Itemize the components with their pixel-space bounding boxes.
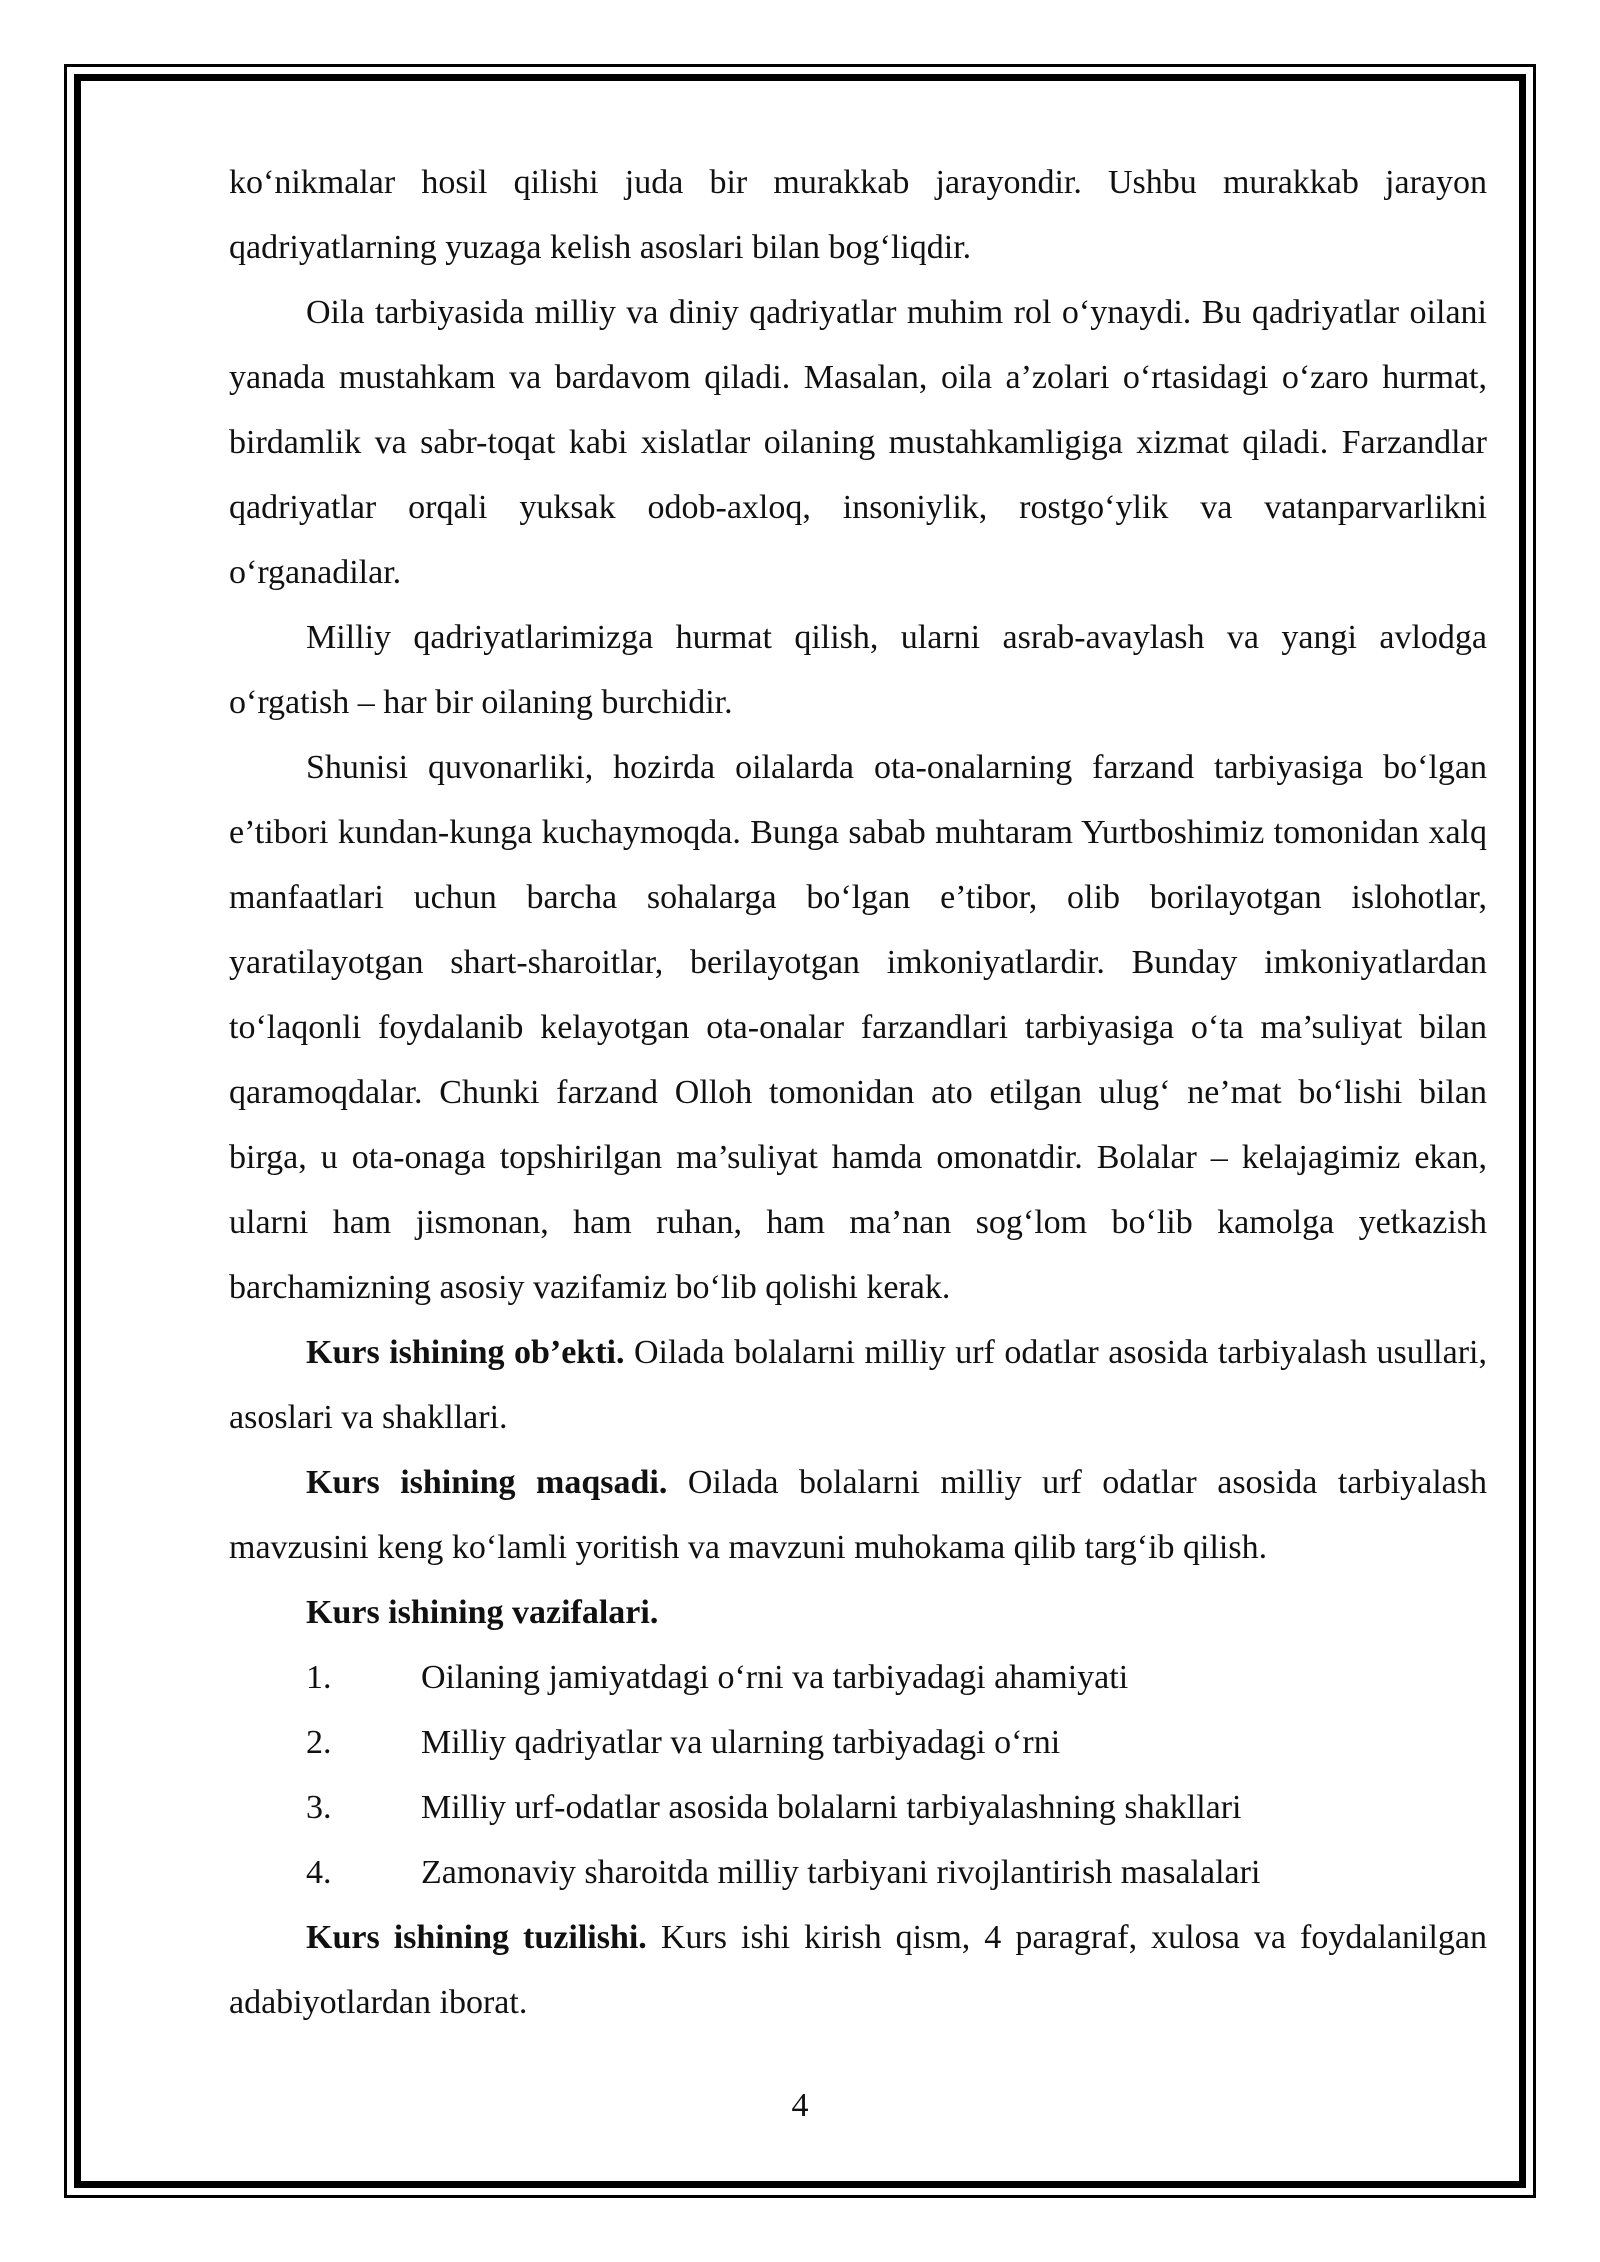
list-item-text: Milliy urf-odatlar asosida bolalarni tarbiyalashning shakllari bbox=[421, 1789, 1242, 1826]
paragraph-object bbox=[229, 1320, 1487, 1450]
goal-label: Kurs ishining maqsadi. bbox=[306, 1464, 668, 1501]
structure-label: Kurs ishining tuzilishi. bbox=[306, 1919, 647, 1956]
list-item-number: 3. bbox=[306, 1789, 332, 1826]
list-item-number: 2. bbox=[306, 1724, 332, 1761]
paragraph-tasks-heading bbox=[229, 1580, 1487, 1645]
paragraph-goal bbox=[229, 1450, 1487, 1580]
paragraph-values: Oila tarbiyasida milliy va diniy qadriyatlar muhim rol o‘ynaydi. Bu qadriyatlar oilani yanada mustahkam va bardavom qiladi. Masalan, oila a’zolari o‘rtasidagi o‘zaro hurmat, birdamlik va sabr-toqat kabi xislatlar oilaning mustahkamligiga xizmat qiladi. Farzandlar qadriyatlar orqali yuksak odob-axloq, insoniylik, rostgo‘ylik va vatanparvarlikni o‘rganadilar. bbox=[229, 294, 1487, 591]
document-body bbox=[229, 150, 1487, 2035]
paragraph-intro: ko‘nikmalar hosil qilishi juda bir murakkab jarayondir. Ushbu murakkab jarayon qadriyatlarning yuzaga kelish asoslari bilan bog‘liqdir. bbox=[229, 164, 1487, 266]
list-item bbox=[229, 1645, 1487, 1710]
paragraph-structure bbox=[229, 1905, 1487, 2035]
list-item-number: 4. bbox=[306, 1854, 332, 1891]
list-item-number: 1. bbox=[306, 1659, 332, 1696]
list-item bbox=[229, 1775, 1487, 1840]
page-number: 4 bbox=[791, 2087, 809, 2124]
object-label: Kurs ishining ob’ekti. bbox=[306, 1334, 625, 1371]
list-item bbox=[229, 1840, 1487, 1905]
paragraph-parents: Shunisi quvonarliki, hozirda oilalarda ota-onalarning farzand tarbiyasiga bo‘lgan e’tibori kundan-kunga kuchaymoqda. Bunga sabab muhtaram Yurtboshimiz tomonidan xalq manfaatlari uchun barcha sohalarga bo‘lgan e’tibor, olib borilayotgan islohotlar, yaratilayotgan shart-sharoitlar, berilayotgan imkoniyatlardir. Bunday imkoniyatlardan to‘laqonli foydalanib kelayotgan ota-onalar farzandlari tarbiyasiga o‘ta ma’suliyat bilan qaramoqdalar. Chunki farzand Olloh tomonidan ato etilgan ulug‘ ne’mat bo‘lishi bilan birga, u ota-onaga topshirilgan ma’suliyat hamda omonatdir. Bolalar – kelajagimiz ekan, ularni ham jismonan, ham ruhan, ham ma’nan sog‘lom bo‘lib kamolga yetkazish barchamizning asosiy vazifamiz bo‘lib qolishi kerak. bbox=[229, 749, 1487, 1306]
structure-text: Kurs ishi kirish qism, 4 paragraf, xulosa va foydalanilgan adabiyotlardan iborat. bbox=[229, 1919, 1487, 2021]
tasks-label: Kurs ishining vazifalari. bbox=[306, 1594, 659, 1631]
list-item-text: Oilaning jamiyatdagi o‘rni va tarbiyadagi ahamiyati bbox=[421, 1659, 1129, 1696]
list-item-text: Milliy qadriyatlar va ularning tarbiyadagi o‘rni bbox=[421, 1724, 1061, 1761]
paragraph-duty: Milliy qadriyatlarimizga hurmat qilish, ularni asrab-avaylash va yangi avlodga o‘rgatish – har bir oilaning burchidir. bbox=[229, 619, 1487, 721]
list-item bbox=[229, 1710, 1487, 1775]
object-text: Oilada bolalarni milliy urf odatlar asosida tarbiyalash usullari, asoslari va shakllari. bbox=[229, 1334, 1487, 1436]
goal-text: Oilada bolalarni milliy urf odatlar asosida tarbiyalash mavzusini keng ko‘lamli yoritish va mavzuni muhokama qilib targ‘ib qilish. bbox=[229, 1464, 1488, 1566]
list-item-text: Zamonaviy sharoitda milliy tarbiyani rivojlantirish masalalari bbox=[421, 1854, 1261, 1891]
